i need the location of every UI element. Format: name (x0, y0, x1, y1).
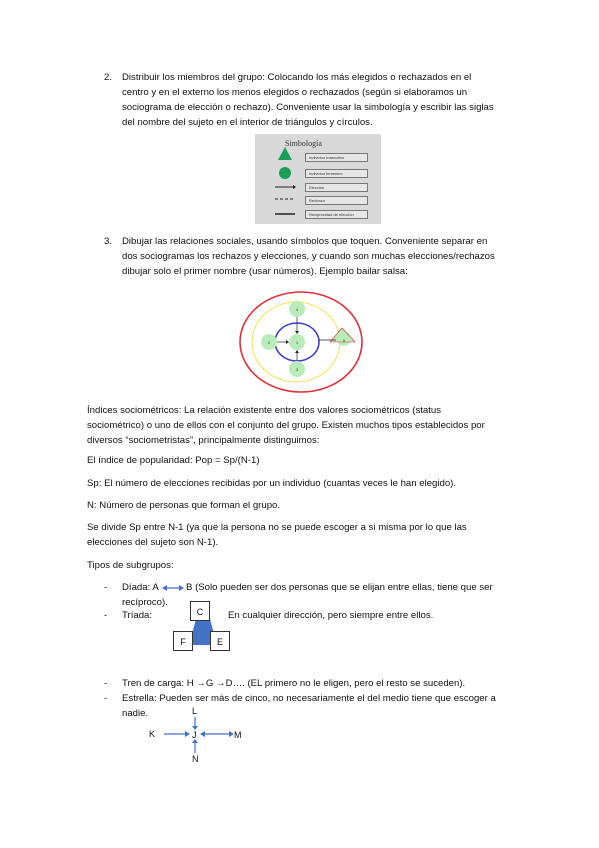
legend-label-reciprocity: Reciprocidad de elección (305, 210, 368, 219)
item-3-line-2: dos sociogramas los rechazos y elecciones, y cuando son muchas elecciones/rechazos (122, 251, 495, 262)
legend-label-choice: Elección (305, 183, 368, 192)
item-3-line-3: dibujar solo el primer nombre (usar números). Ejemplo bailar salsa: (122, 266, 408, 277)
double-arrow-icon (162, 584, 184, 592)
choice-arrow-icon (275, 185, 296, 189)
n-definition: N: Número de personas que forman el grupo. (87, 500, 281, 511)
star-letter-j: J (192, 730, 197, 740)
sp-definition: Sp: El número de elecciones recibidas por un individuo (cuantas veces le han elegido). (87, 478, 457, 489)
sociogram-diagram (238, 290, 368, 394)
indices-line-3: diversos “sociometristas”, principalmente distinguimos: (87, 435, 320, 446)
node-label-3: 3 (295, 367, 299, 372)
indices-line-1: Índices sociométricos: La relación existente entre dos valores sociométricos (status (87, 405, 442, 416)
item-2-line-2: centro y en el externo los menos elegidos o rechazados (según si elaboramos un (122, 87, 468, 98)
arrow-j-m-double-icon (200, 731, 234, 737)
triada-description: En cualquier dirección, pero siempre entre ellos. (228, 610, 434, 621)
arrow-k-to-j-icon (164, 731, 190, 737)
item-2-line-3: sociograma de elección o rechazo). Conveniente usar la simbología y escribir las siglas (122, 102, 494, 113)
male-triangle-icon (278, 147, 292, 160)
item-3-line-1: Dibujar las relaciones sociales, usando símbolos que toquen. Conveniente separar en (122, 236, 488, 247)
divide-line-1: Se divide Sp entre N-1 (ya que la persona no se puede escoger a si misma por lo que las (87, 522, 467, 533)
star-arrows (155, 714, 255, 764)
triada-box-c: C (190, 601, 210, 621)
legend-label-female: Individuo femenino (305, 169, 368, 178)
node-label-2: 2 (267, 340, 271, 345)
item-3-number: 3. (104, 236, 113, 247)
popularity-index: El índice de popularidad: Pop = Sp/(N-1) (87, 455, 260, 466)
divide-line-2: elecciones del sujeto son N-1). (87, 537, 219, 548)
bullet-diada: - (104, 582, 108, 593)
triada-label: Tríada: (122, 610, 153, 621)
triada-box-f: F (173, 631, 193, 651)
bullet-estrella: - (104, 693, 108, 704)
subgroups-heading: Tipos de subgrupos: (87, 560, 174, 571)
legend-label-rejection: Rechazo (305, 196, 368, 205)
node-label-5: 5 (342, 338, 346, 343)
estrella-line-2: nadie. (122, 708, 149, 719)
star-letter-n: N (192, 754, 199, 764)
arrow-n-to-j-icon (192, 739, 198, 753)
female-circle-icon (279, 167, 291, 179)
legend-label-male: Individuo masculino (305, 153, 368, 162)
star-letter-l: L (192, 706, 198, 716)
indices-line-2: sociométrico) o uno de ellos con el conjunto del grupo. Existen muchos tipos establecidos por (87, 420, 485, 431)
bullet-triada: - (104, 610, 108, 621)
star-letter-k: K (149, 729, 156, 739)
node-label-1: 1 (295, 340, 299, 345)
tren-description: Tren de carga: H →G →D…. (EL primero no le eligen, pero el resto se suceden). (122, 678, 466, 689)
diada-line-2: recíproco). (122, 597, 168, 608)
triada-box-e: E (210, 631, 230, 651)
estrella-line-1: Estrella: Pueden ser más de cinco, no necesariamente el del medio tiene que escoger a (122, 693, 496, 704)
item-2-line-4: del nombre del sujeto en el interior de triángulos y círculos. (122, 117, 373, 128)
symbology-legend (255, 134, 381, 224)
star-letter-m: M (234, 730, 242, 740)
diada-description: B (Solo pueden ser dos personas que se elijan entre ellas, tiene que ser (186, 582, 493, 593)
symbology-title: Simbología (285, 139, 322, 148)
diada-prefix: Díada: A (122, 582, 159, 593)
bullet-tren: - (104, 678, 108, 689)
item-2-line-1: Distribuir los miembros del grupo: Colocando los más elegidos o rechazados en el (122, 72, 472, 83)
node-label-4: 4 (295, 307, 299, 312)
item-2-number: 2. (104, 72, 113, 83)
arrow-l-to-j-icon (192, 717, 198, 730)
